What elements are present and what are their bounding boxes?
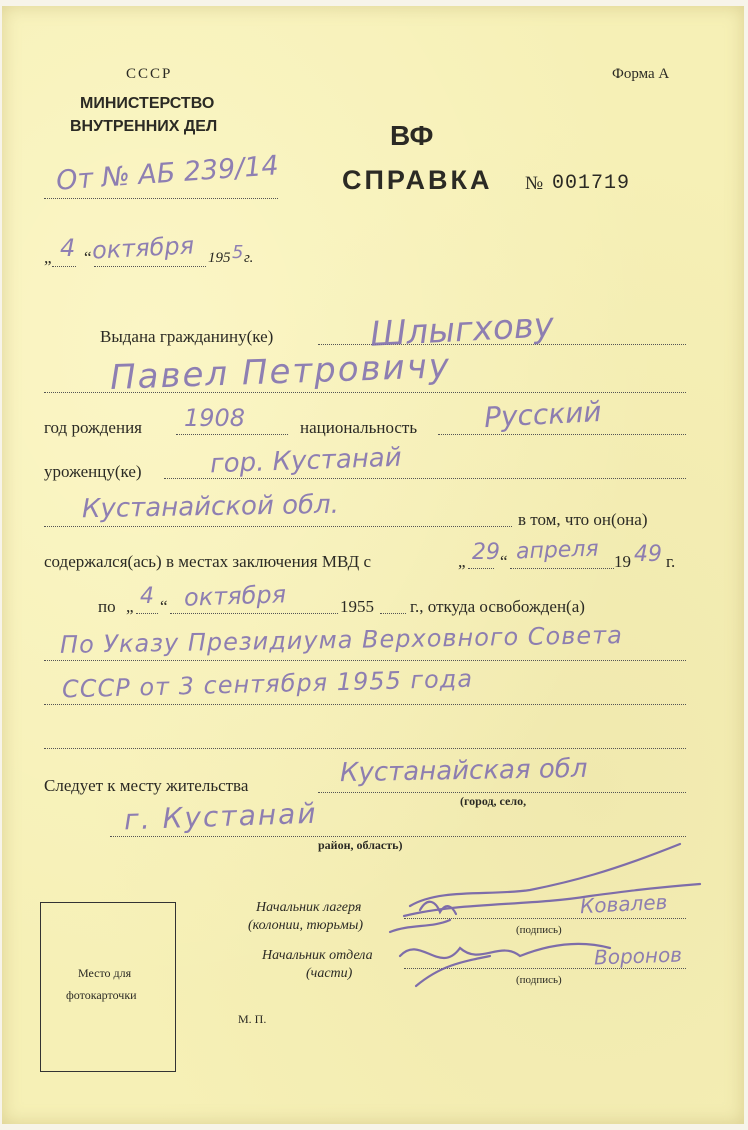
reason-line-1 (44, 660, 686, 661)
date-year-handwriting: 5 (232, 242, 244, 263)
nationality-label: национальность (300, 418, 418, 437)
birth-year-handwriting: 1908 (184, 404, 246, 432)
dept-chief-label: Начальник отдела (262, 948, 373, 963)
name-handwriting: Павел Петровичу (109, 346, 452, 398)
signature-scribbles (380, 836, 720, 1006)
from-open-quote: „ (458, 552, 466, 571)
to-year-line (380, 613, 406, 614)
series-label: ВФ (390, 120, 434, 151)
birth-year-label: год рождения (44, 418, 142, 437)
to-year: 1955 (340, 597, 374, 616)
region-line (44, 526, 512, 527)
to-day-handwriting: 4 (140, 584, 154, 609)
photo-placeholder-box (40, 902, 176, 1072)
from-day-line (468, 568, 494, 569)
from-year-suffix: г. (666, 552, 676, 571)
from-day-handwriting: 29 (472, 540, 500, 565)
stamp-place-label: М. П. (238, 1012, 267, 1026)
reason-handwriting-1: По Указу Президиума Верховного Совета (59, 621, 624, 659)
residence-line-1 (318, 792, 686, 793)
nationality-handwriting: Русский (483, 394, 603, 435)
nationality-line (438, 434, 686, 435)
surname-handwriting: Шлыгхову (369, 305, 555, 355)
number-sign: № (525, 173, 544, 194)
reason-line-2 (44, 704, 686, 705)
from-year-prefix: 19 (614, 552, 631, 571)
ref-handwriting: От № АБ 239/14 (55, 150, 280, 197)
date-month-handwriting: октября (91, 231, 195, 265)
to-day-line (136, 613, 158, 614)
reason-handwriting-2: СССР от 3 сентября 1955 года (61, 664, 474, 704)
residence-handwriting-2: г. Кустанай (123, 796, 319, 837)
camp-chief-sublabel: (колонии, тюрьмы) (248, 918, 363, 933)
date-day-line (52, 266, 76, 267)
document-title: СПРАВКА (342, 165, 493, 195)
to-month-handwriting: октября (183, 580, 287, 612)
camp-signature-name: Ковалев (579, 889, 668, 919)
to-month-line (170, 613, 338, 614)
dept-signature-name: Воронов (593, 942, 683, 970)
photo-label-2: фотокарточки (66, 988, 137, 1002)
from-month-line (510, 568, 614, 569)
date-close-quote: “ (84, 248, 92, 267)
ref-line (44, 198, 278, 199)
ministry-line-2: ВНУТРЕННИХ ДЕЛ (70, 118, 218, 135)
from-close-quote: “ (500, 552, 508, 571)
to-close-quote: “ (160, 597, 168, 616)
camp-signature-hint: (подпись) (516, 924, 562, 936)
issued-to-label: Выдана гражданину(ке) (100, 327, 274, 346)
residence-label: Следует к месту жительства (44, 776, 249, 795)
date-year-prefix: 195 (208, 250, 231, 266)
from-year-handwriting: 49 (634, 542, 662, 567)
date-year-suffix: г. (244, 250, 254, 266)
native-handwriting: гор. Кустанай (209, 442, 403, 480)
from-month-handwriting: апреля (515, 536, 600, 565)
date-open-quote: „ (44, 248, 52, 267)
native-label: уроженцу(ке) (44, 462, 142, 481)
camp-chief-label: Начальник лагеря (256, 900, 362, 915)
dept-chief-sublabel: (части) (306, 966, 353, 981)
country-label: СССР (126, 66, 173, 82)
photo-label-1: Место для (78, 966, 132, 980)
to-open-quote: „ (126, 597, 134, 616)
released-label: г., откуда освобожден(а) (410, 597, 585, 616)
to-label: по (98, 597, 116, 616)
form-label: Форма А (612, 66, 670, 82)
residence-handwriting-1: Кустанайская обл (339, 753, 588, 789)
held-label: содержался(ась) в местах заключения МВД с (44, 552, 372, 571)
residence-hint-2: район, область) (318, 838, 403, 852)
date-day-handwriting: 4 (60, 234, 76, 262)
dept-signature-hint: (подпись) (516, 974, 562, 986)
reason-line-3 (44, 748, 686, 749)
residence-hint-1: (город, село, (460, 794, 527, 808)
region-handwriting: Кустанайской обл. (81, 489, 340, 525)
in-that-label: в том, что он(она) (518, 510, 648, 529)
document-number: 001719 (552, 172, 631, 195)
ministry-line-1: МИНИСТЕРСТВО (80, 95, 215, 112)
date-month-line (94, 266, 206, 267)
birth-year-line (176, 434, 288, 435)
